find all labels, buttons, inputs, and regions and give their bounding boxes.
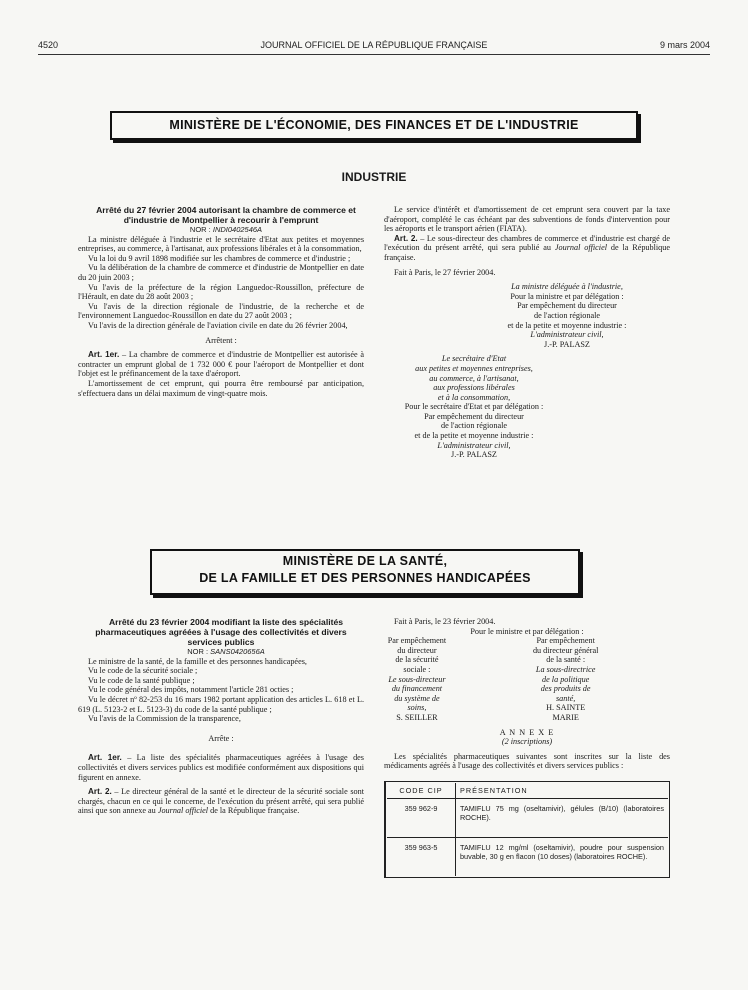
signatory-role: aux petites et moyennes entreprises, xyxy=(415,363,533,373)
ministry-health-title-line1: MINISTÈRE DE LA SANTÉ, xyxy=(282,554,448,568)
visa-paragraph: Vu le code de la santé publique ; xyxy=(88,675,195,685)
article-1-industry xyxy=(78,350,364,379)
visa-paragraph: Le ministre de la santé, de la famille et des personnes handicapées, xyxy=(88,656,307,666)
signatory-role: Le sous-directeur xyxy=(388,674,446,684)
article-1-amortization: L'amortissement de cet emprunt, qui pourra être remboursé par anticipation, s'effectuera dans un délai maximum de vingt-quatre mois. xyxy=(78,378,364,398)
article-2-industry xyxy=(384,234,670,263)
page-number: 4520 xyxy=(38,40,59,50)
signatory-line: et de la petite et moyenne industrie : xyxy=(414,431,534,441)
signatory-line: Par empêchement du directeur xyxy=(387,636,447,655)
signatory-line: de la sécurité sociale : xyxy=(395,655,439,674)
signatory-title: L'administrateur civil, xyxy=(437,440,511,450)
annexe-heading: A N N E X E xyxy=(499,727,555,737)
signatory-role: de la politique xyxy=(542,674,590,684)
signatory-role: des produits de santé, xyxy=(540,684,591,703)
signatory-line: Par empêchement du directeur xyxy=(517,301,617,311)
signature-block-industry xyxy=(384,282,670,349)
arrete-title-health: Arrêté du 23 février 2004 modifiant la liste des spécialités pharmaceutiques agréées à l'usage des collectivités et divers services publics xyxy=(95,617,347,647)
annexe-intro: Les spécialités pharmaceutiques suivantes sont inscrites sur la liste des médicaments agréés à l'usage des collectivités et divers services publics : xyxy=(384,751,670,771)
pour-le-ministre: Pour le ministre et par délégation : xyxy=(470,626,584,636)
visa-paragraph: Vu l'avis de la direction régionale de l'industrie, de la recherche et de l'environnement Languedoc-Roussillon en date du 27 août 2003 ; xyxy=(78,301,364,321)
visa-paragraph: Vu le code général des impôts, notamment l'article 281 octies ; xyxy=(88,685,294,695)
nor-reference-industry xyxy=(78,225,364,235)
article-1-text: – La liste des spécialités pharmaceutiques agréées à l'usage des collectivités et divers services publics est modifiée conformément aux dispositions qui figurent en annexe. xyxy=(78,753,364,782)
column-left-health xyxy=(78,617,364,816)
ministry-health-title-line2: DE LA FAMILLE ET DES PERSONNES HANDICAPÉES xyxy=(199,571,531,585)
signatory-line: Par empêchement xyxy=(536,636,595,646)
signatory-delegation: Pour la ministre et par délégation : xyxy=(510,291,624,301)
visa-paragraph: Vu le décret nº 82-253 du 16 mars 1982 portant application des articles L. 618 et L. 619 (L. 5123-2 et L. 5123-3) du code de la santé publique ; xyxy=(78,694,364,714)
signatory-line: du directeur général de la santé : xyxy=(532,645,599,665)
article-2-text: – Le directeur général de la santé et le directeur de la sécurité sociale sont chargés, chacun en ce qui le concerne, de l'exécution du présent arrêté, qui sera publié ainsi que son annexe au xyxy=(78,787,364,816)
arrete-heading: Arrête : xyxy=(208,733,234,743)
cell-code-cip: 359 962-9 xyxy=(387,798,456,837)
signatory-line: Par empêchement du directeur xyxy=(424,411,524,421)
annexe-inscriptions: (2 inscriptions) xyxy=(501,737,553,747)
cell-presentation: TAMIFLU 75 mg (oseltamivir), gélules (B/10) (laboratoires ROCHE). xyxy=(456,798,669,837)
signatory-role: et à la consommation, xyxy=(437,392,511,402)
signature-block-secretary xyxy=(384,354,564,460)
signatory-role: du système de soins, xyxy=(394,693,440,713)
table-header-row xyxy=(387,783,668,799)
visa-paragraph: Vu la délibération de la chambre de commerce et d'industrie de Montpellier en date du 20 juin 2003 ; xyxy=(78,263,364,282)
cell-code-cip: 359 963-5 xyxy=(387,837,456,876)
column-header-code-cip: CODE CIP xyxy=(387,783,456,799)
signatory-role: aux professions libérales xyxy=(433,383,515,393)
nor-reference-health xyxy=(78,647,364,657)
journal-officiel-ref: Journal officiel xyxy=(554,243,607,253)
signatory-role: du financement xyxy=(391,684,443,694)
nor-code: SANS0420656A xyxy=(210,647,265,656)
nor-label: NOR : xyxy=(189,225,211,234)
article-1-service: Le service d'intérêt et d'amortissement de cet emprunt sera couvert par la taxe d'aéroport, complété le cas échéant par des subventions de fonds d'intervention pour les aéroports et le transport aérien (FIATA). xyxy=(384,205,670,234)
article-2-text: – Le sous-directeur des chambres de commerce et d'industrie est chargé de l'exécution du présent arrêté, qui sera publié au xyxy=(384,233,670,253)
journal-officiel-ref: Journal officiel xyxy=(157,806,209,816)
nor-label: NOR : xyxy=(187,647,209,656)
article-1-text: – La chambre de commerce et d'industrie de Montpellier est autorisée à contracter un emprunt global de 1 732 000 € pour l'aéroport de Montpellier et dont l'objet est le préfinancement de la taxe d'aéroport. xyxy=(78,350,364,379)
section-title-industrie: INDUSTRIE xyxy=(341,170,407,184)
signature-block-health-director xyxy=(533,636,670,722)
arrete-title-industry: Arrêté du 27 février 2004 autorisant la chambre de commerce et d'industrie de Montpellier à recourir à l'emprunt xyxy=(96,205,356,225)
visa-paragraph: Vu l'avis de la direction générale de l'aviation civile en date du 26 février 2004, xyxy=(88,320,348,330)
article-2-text-end: de la République française. xyxy=(384,243,670,262)
signatory-delegation: Pour le secrétaire d'Etat et par délégation : xyxy=(404,402,544,412)
article-2-health xyxy=(78,787,364,816)
article-2-label: Art. 2. xyxy=(88,787,112,797)
header-rule xyxy=(38,54,710,55)
fait-a-paris: Fait à Paris, le 23 février 2004. xyxy=(394,617,496,626)
ministry-economy-title: MINISTÈRE DE L'ÉCONOMIE, DES FINANCES ET DE L'INDUSTRIE xyxy=(169,118,579,132)
issue-date: 9 mars 2004 xyxy=(659,40,710,50)
nor-code: INDI0402546A xyxy=(212,225,263,234)
signatory-name: S. SEILLER xyxy=(396,712,438,722)
article-1-label: Art. 1er. xyxy=(88,350,120,360)
article-1-label: Art. 1er. xyxy=(88,753,122,763)
signatory-role: au commerce, à l'artisanat, xyxy=(429,373,519,383)
ministry-economy-banner xyxy=(110,111,638,140)
signatory-line: et de la petite et moyenne industrie : xyxy=(507,320,627,330)
column-right-health xyxy=(384,617,670,878)
signatory-name: H. SAINTE MARIE xyxy=(546,703,586,722)
signature-block-social-security xyxy=(384,636,521,722)
medicines-table xyxy=(387,783,668,876)
cell-presentation: TAMIFLU 12 mg/ml (oseltamivir), poudre pour suspension buvable, 30 g en flacon (10 doses) (laboratoires ROCHE). xyxy=(456,837,669,876)
signatory-line: de l'action régionale xyxy=(533,310,601,320)
signature-columns-health xyxy=(384,636,670,722)
table-row xyxy=(387,798,668,837)
signatory-name: J.-P. PALASZ xyxy=(451,450,497,460)
visa-paragraph: Vu l'avis de la préfecture de la région Languedoc-Roussillon, préfecture de l'Hérault, en date du 28 août 2003 ; xyxy=(78,282,364,302)
visa-paragraph: Vu la loi du 9 avril 1898 modifiée sur les chambres de commerce et d'industrie ; xyxy=(88,253,351,263)
fait-a-paris: Fait à Paris, le 27 février 2004. xyxy=(394,267,496,277)
signatory-role: La ministre déléguée à l'industrie, xyxy=(511,282,623,292)
signatory-line: de l'action régionale xyxy=(440,421,508,431)
table-row xyxy=(387,837,668,876)
ministry-health-banner xyxy=(150,549,580,595)
column-header-presentation: PRÉSENTATION xyxy=(456,783,669,799)
article-2-label: Art. 2. xyxy=(394,233,418,243)
signatory-role: Le secrétaire d'Etat xyxy=(441,354,507,364)
journal-title: JOURNAL OFFICIEL DE LA RÉPUBLIQUE FRANÇAISE xyxy=(260,40,488,50)
article-2-text-end: de la République française. xyxy=(208,806,300,816)
signatory-role: La sous-directrice xyxy=(535,664,596,674)
signatory-title: L'administrateur civil, xyxy=(530,330,604,340)
visa-paragraph: La ministre déléguée à l'industrie et le secrétaire d'Etat aux petites et moyennes entreprises, au commerce, à l'artisanat, aux professions libérales et à la consommation, xyxy=(78,234,364,254)
column-right-industry xyxy=(384,205,670,460)
article-1-health xyxy=(78,753,364,782)
column-left-industry xyxy=(78,205,364,398)
visa-paragraph: Vu le code de la sécurité sociale ; xyxy=(88,666,198,676)
medicines-table-frame xyxy=(384,781,670,878)
visa-paragraph: Vu l'avis de la Commission de la transparence, xyxy=(88,714,241,724)
signatory-name: J.-P. PALASZ xyxy=(544,339,590,349)
arretent-heading: Arrêtent : xyxy=(205,335,237,345)
